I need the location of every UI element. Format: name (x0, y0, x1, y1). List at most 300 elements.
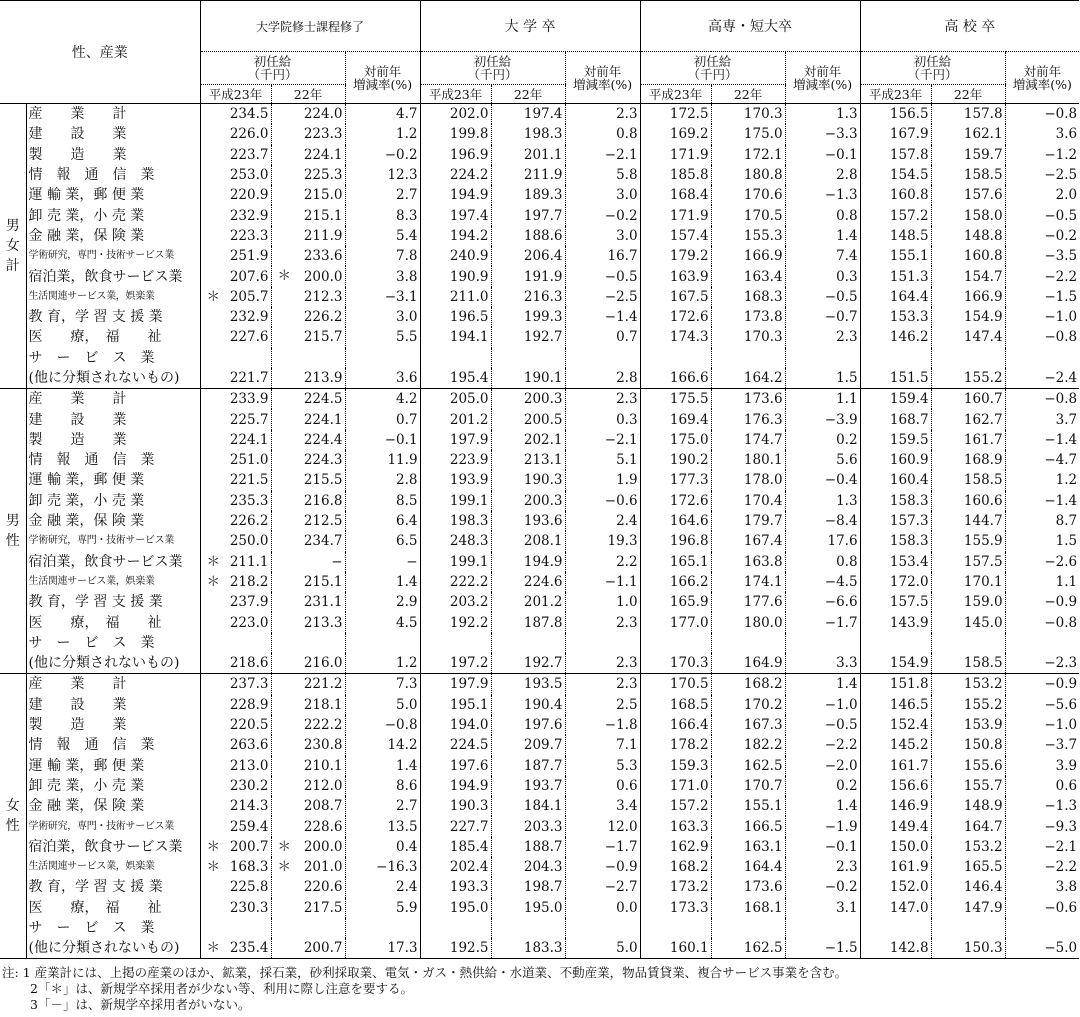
value-cell (931, 653, 1005, 674)
row-label-header: 性、産業 (0, 1, 200, 104)
value-text: 215.5 (303, 472, 343, 489)
value-text: 146.5 (889, 696, 929, 713)
value-text: 0.2 (836, 777, 858, 794)
empty-cell (931, 918, 1005, 938)
value-cell (420, 450, 491, 470)
value-cell (1005, 511, 1079, 531)
table-row (0, 592, 1079, 612)
value-text: 221.5 (229, 472, 269, 489)
value-text: 169.4 (669, 411, 709, 428)
value-text: 163.8 (743, 553, 783, 570)
value-text: −9.3 (1044, 818, 1078, 835)
value-text: 214.3 (229, 798, 269, 815)
table-row (0, 185, 1079, 205)
value-cell (345, 246, 420, 266)
value-cell (271, 776, 345, 796)
value-cell (345, 145, 420, 165)
value-cell (931, 327, 1005, 347)
value-cell (785, 816, 860, 836)
value-text: 162.5 (743, 757, 783, 774)
value-cell (1005, 938, 1079, 959)
industry-label: 医 療， 福 祉 (26, 898, 200, 918)
value-cell (711, 552, 785, 572)
change-label-2: 増減率(%) (572, 76, 633, 92)
value-cell (860, 796, 931, 816)
value-text: 196.9 (449, 146, 489, 163)
value-cell (420, 572, 491, 592)
table-row (0, 715, 1079, 735)
value-cell (565, 776, 640, 796)
industry-label: 建 設 業 (26, 695, 200, 715)
value-cell (785, 592, 860, 612)
value-cell (931, 266, 1005, 286)
value-text: 157.3 (889, 513, 929, 530)
value-text: 161.7 (889, 757, 929, 774)
salary-header (200, 52, 345, 85)
value-cell (1005, 205, 1079, 225)
value-text: 160.4 (889, 472, 929, 489)
value-text: 5.9 (396, 899, 418, 916)
table-row (0, 205, 1079, 225)
value-text: 0.6 (1055, 777, 1078, 794)
value-cell (420, 266, 491, 286)
value-text: 148.5 (889, 227, 929, 244)
value-text: 17.6 (827, 533, 858, 550)
table-row (0, 409, 1079, 429)
value-cell (785, 552, 860, 572)
value-cell (491, 572, 565, 592)
value-text: 1.3 (836, 492, 858, 509)
value-cell (420, 938, 491, 959)
table-row (0, 918, 1079, 938)
table-row (0, 695, 1079, 715)
value-cell (931, 857, 1005, 877)
value-cell (711, 898, 785, 918)
value-cell (271, 368, 345, 389)
industry-label: 金 融 業，保 険 業 (26, 511, 200, 531)
value-text: 172.6 (669, 492, 709, 509)
industry-label: 産 業 計 (26, 674, 200, 695)
value-text: 16.7 (607, 248, 638, 265)
value-text: 160.8 (889, 187, 929, 204)
table-row (0, 653, 1079, 674)
value-cell (640, 124, 711, 144)
value-text: 224.1 (229, 431, 269, 448)
value-text: 212.0 (303, 777, 343, 794)
industry-label: 運 輸 業，郵 便 業 (26, 470, 200, 490)
value-text: 173.3 (669, 899, 709, 916)
table-row (0, 450, 1079, 470)
value-cell (200, 592, 271, 612)
empty-cell (860, 633, 931, 653)
value-text: 152.4 (889, 717, 929, 734)
group-label (0, 389, 26, 674)
value-cell (345, 715, 420, 735)
value-cell (491, 857, 565, 877)
table-row (0, 572, 1079, 592)
value-cell (271, 389, 345, 410)
value-cell (785, 531, 860, 551)
value-text: 164.4 (743, 859, 783, 876)
value-text: 175.0 (669, 431, 709, 448)
table-row (0, 938, 1079, 959)
year-prev-header: 22年 (931, 85, 1005, 104)
value-text: 2.7 (396, 798, 418, 815)
value-cell (565, 307, 640, 327)
value-text: 205.0 (449, 391, 489, 408)
value-cell (345, 756, 420, 776)
value-text: 221.7 (229, 370, 269, 386)
value-cell (711, 674, 785, 695)
value-text: −1.5 (824, 940, 858, 957)
value-text: 168.7 (889, 411, 929, 428)
value-text: 213.0 (229, 757, 269, 774)
table-row (0, 491, 1079, 511)
value-cell (785, 756, 860, 776)
value-text: 166.5 (743, 818, 783, 835)
value-text: 178.2 (669, 737, 709, 754)
empty-cell (345, 633, 420, 653)
value-text: −0.8 (1044, 329, 1078, 346)
value-cell (345, 877, 420, 897)
value-cell (931, 368, 1005, 389)
value-cell (860, 409, 931, 429)
value-cell (1005, 837, 1079, 857)
value-text: 0.0 (616, 899, 638, 916)
value-text: 212.3 (303, 288, 343, 305)
value-cell (1005, 266, 1079, 286)
value-text: 2.4 (396, 879, 418, 896)
value-cell (491, 511, 565, 531)
value-cell (1005, 695, 1079, 715)
value-cell (785, 104, 860, 125)
value-text: 5.1 (616, 452, 638, 469)
value-cell (345, 938, 420, 959)
value-cell (711, 715, 785, 735)
value-cell (420, 552, 491, 572)
empty-cell (565, 348, 640, 368)
value-cell (420, 837, 491, 857)
value-cell (345, 653, 420, 674)
value-cell (711, 756, 785, 776)
value-text: 185.4 (449, 838, 489, 855)
value-text: 159.3 (669, 757, 709, 774)
value-text: 224.4 (303, 431, 343, 448)
industry-label: 教 育，学 習 支 援 業 (26, 307, 200, 327)
value-cell (491, 816, 565, 836)
value-text: 153.2 (963, 838, 1003, 855)
value-text: 194.1 (449, 329, 489, 346)
value-cell (271, 552, 345, 572)
empty-cell (1005, 348, 1079, 368)
value-cell (860, 776, 931, 796)
value-cell (565, 511, 640, 531)
value-cell (931, 389, 1005, 410)
value-cell (1005, 776, 1079, 796)
value-text: 230.3 (229, 899, 269, 916)
value-cell (931, 938, 1005, 959)
value-text: 155.1 (743, 798, 783, 815)
value-text: 146.9 (889, 798, 929, 815)
value-cell (640, 816, 711, 836)
value-cell (345, 695, 420, 715)
value-text: 234.7 (303, 533, 343, 550)
value-cell (420, 368, 491, 389)
value-text: 1.4 (836, 676, 858, 693)
value-text: −0.8 (1044, 391, 1078, 408)
value-cell (711, 531, 785, 551)
value-text: 155.9 (963, 533, 1003, 550)
value-cell (200, 470, 271, 490)
unit-label: （千円） (907, 67, 958, 82)
salary-header (420, 52, 565, 85)
value-text: 1.2 (1055, 472, 1078, 489)
value-text: −4.7 (1044, 452, 1078, 469)
value-cell (491, 470, 565, 490)
value-text: 171.0 (669, 777, 709, 794)
value-text: 167.9 (889, 126, 929, 143)
value-text: 151.5 (889, 370, 929, 386)
value-cell (345, 124, 420, 144)
value-cell (860, 735, 931, 755)
value-text: 201.2 (449, 411, 489, 428)
value-text: 171.9 (669, 207, 709, 224)
value-cell (200, 715, 271, 735)
value-cell (640, 877, 711, 897)
value-cell (931, 246, 1005, 266)
value-cell (200, 368, 271, 389)
value-cell (711, 307, 785, 327)
value-cell (491, 796, 565, 816)
note-1: 注: 1 産業計には、上掲の産業のほか、鉱業，採石業，砂利採取業、電気・ガス・熱供給・水道業、不動産業，物品賃貸業、複合サービス事業を含む。 (2, 965, 848, 980)
value-cell (931, 491, 1005, 511)
value-text: 215.0 (303, 187, 343, 204)
empty-cell (711, 633, 785, 653)
value-text: 218.2 (229, 573, 269, 590)
value-cell (640, 653, 711, 674)
value-cell (565, 430, 640, 450)
value-cell (271, 938, 345, 959)
value-cell (640, 491, 711, 511)
value-cell (200, 612, 271, 632)
value-text: 195.1 (449, 696, 489, 713)
value-text: −0.2 (824, 879, 858, 896)
empty-cell (491, 348, 565, 368)
value-cell (271, 409, 345, 429)
value-text: 175.5 (669, 391, 709, 408)
value-cell (420, 430, 491, 450)
value-text: 182.2 (743, 737, 783, 754)
empty-cell (345, 918, 420, 938)
table-row (0, 633, 1079, 653)
value-text: 200.3 (523, 391, 563, 408)
value-cell (271, 307, 345, 327)
value-text: −1.4 (1044, 431, 1078, 448)
value-text: 151.8 (889, 676, 929, 693)
value-text: −2.7 (604, 879, 638, 896)
value-cell (640, 327, 711, 347)
value-text: 150.0 (889, 838, 929, 855)
industry-label: 生活関連サービス業，娯楽業 (26, 287, 200, 307)
caution-mark: ＊ (206, 838, 220, 855)
value-text: 190.1 (523, 370, 563, 386)
value-text: 159.7 (963, 146, 1003, 163)
value-cell (1005, 531, 1079, 551)
value-text: 177.3 (669, 472, 709, 489)
value-cell (200, 531, 271, 551)
value-cell (931, 145, 1005, 165)
value-text: 202.1 (523, 431, 563, 448)
group-label-char: 性 (5, 818, 20, 835)
value-text: 200.7 (303, 940, 343, 957)
table-row (0, 124, 1079, 144)
value-text: 224.6 (523, 573, 563, 590)
value-text: 221.2 (303, 676, 343, 693)
value-text: 230.8 (303, 737, 343, 754)
value-cell (491, 307, 565, 327)
change-header (565, 52, 640, 104)
value-cell (491, 266, 565, 286)
value-text: 168.5 (669, 696, 709, 713)
value-cell (420, 898, 491, 918)
value-text: 164.2 (743, 370, 783, 386)
value-text: 194.0 (449, 717, 489, 734)
value-cell (420, 226, 491, 246)
value-text: 225.3 (303, 167, 343, 184)
value-text: −1.9 (824, 818, 858, 835)
empty-cell (785, 918, 860, 938)
industry-label: 教 育，学 習 支 援 業 (26, 592, 200, 612)
value-text: 160.7 (963, 391, 1003, 408)
value-cell (420, 776, 491, 796)
table-row (0, 145, 1079, 165)
value-cell (420, 470, 491, 490)
value-cell (200, 145, 271, 165)
value-cell (785, 246, 860, 266)
value-cell (200, 511, 271, 531)
value-text: 198.3 (449, 513, 489, 530)
value-cell (345, 327, 420, 347)
value-text: 158.5 (963, 655, 1003, 672)
value-cell (860, 572, 931, 592)
value-cell (1005, 796, 1079, 816)
table-row (0, 776, 1079, 796)
empty-cell (640, 633, 711, 653)
value-text: 12.3 (387, 167, 418, 184)
value-cell (271, 837, 345, 857)
value-text: 150.3 (963, 940, 1003, 957)
value-text: −2.1 (1044, 838, 1078, 855)
table-row (0, 266, 1079, 286)
value-text: 3.7 (1055, 411, 1078, 428)
value-text: 8.7 (1055, 513, 1078, 530)
value-cell (785, 653, 860, 674)
value-cell (491, 592, 565, 612)
group-label (0, 674, 26, 959)
value-cell (420, 205, 491, 225)
value-cell (785, 776, 860, 796)
group-label-char: 女 (5, 238, 20, 255)
value-cell (345, 898, 420, 918)
value-text: 190.2 (669, 452, 709, 469)
value-cell (1005, 430, 1079, 450)
value-text: 235.4 (229, 940, 269, 957)
year-prev-header: 22年 (711, 85, 785, 104)
value-text: 228.6 (303, 818, 343, 835)
value-text: 1.4 (836, 798, 858, 815)
industry-label: (他に分類されないもの) (26, 653, 200, 674)
value-cell (640, 470, 711, 490)
value-cell (711, 592, 785, 612)
value-text: 158.5 (963, 167, 1003, 184)
industry-label: 金 融 業，保 険 業 (26, 226, 200, 246)
value-text: −0.5 (604, 268, 638, 285)
value-text: 168.3 (229, 859, 269, 876)
value-cell (640, 857, 711, 877)
note-3: 3「－」は、新規学卒採用者がいない。 (30, 997, 251, 1012)
value-text: 192.2 (449, 614, 489, 631)
value-text: 235.3 (229, 492, 269, 509)
value-text: 223.3 (229, 227, 269, 244)
value-text: 177.6 (743, 594, 783, 611)
value-cell (271, 165, 345, 185)
value-cell (711, 145, 785, 165)
value-cell (345, 837, 420, 857)
value-cell (200, 185, 271, 205)
value-text: 157.6 (963, 187, 1003, 204)
value-cell (491, 165, 565, 185)
value-text: 154.7 (963, 268, 1003, 285)
value-cell (785, 695, 860, 715)
value-cell (1005, 307, 1079, 327)
value-cell (271, 145, 345, 165)
value-cell (565, 368, 640, 389)
value-text: 227.6 (229, 329, 269, 346)
value-cell (640, 246, 711, 266)
value-cell (491, 185, 565, 205)
value-cell (345, 592, 420, 612)
value-cell (640, 756, 711, 776)
value-cell (345, 572, 420, 592)
value-text: 0.3 (836, 268, 858, 285)
value-text: 240.9 (449, 248, 489, 265)
value-cell (1005, 715, 1079, 735)
value-text: 0.3 (616, 411, 638, 428)
value-cell (931, 226, 1005, 246)
value-text: 170.4 (743, 492, 783, 509)
change-label-2: 増減率(%) (1012, 76, 1072, 92)
value-cell (271, 877, 345, 897)
value-text: 191.9 (523, 268, 563, 285)
value-text: 234.5 (229, 106, 269, 123)
value-text: 1.4 (836, 227, 858, 244)
value-cell (271, 266, 345, 286)
value-cell (565, 653, 640, 674)
value-cell (420, 124, 491, 144)
value-cell (711, 877, 785, 897)
value-text: 148.8 (963, 227, 1003, 244)
value-text: 201.2 (523, 594, 563, 611)
value-cell (491, 552, 565, 572)
value-cell (271, 205, 345, 225)
table-row (0, 165, 1079, 185)
value-text: 228.9 (229, 696, 269, 713)
value-text: 226.2 (229, 513, 269, 530)
value-cell (565, 327, 640, 347)
value-text: 192.7 (523, 655, 563, 672)
value-text: −0.1 (824, 838, 858, 855)
value-text: 154.5 (889, 167, 929, 184)
